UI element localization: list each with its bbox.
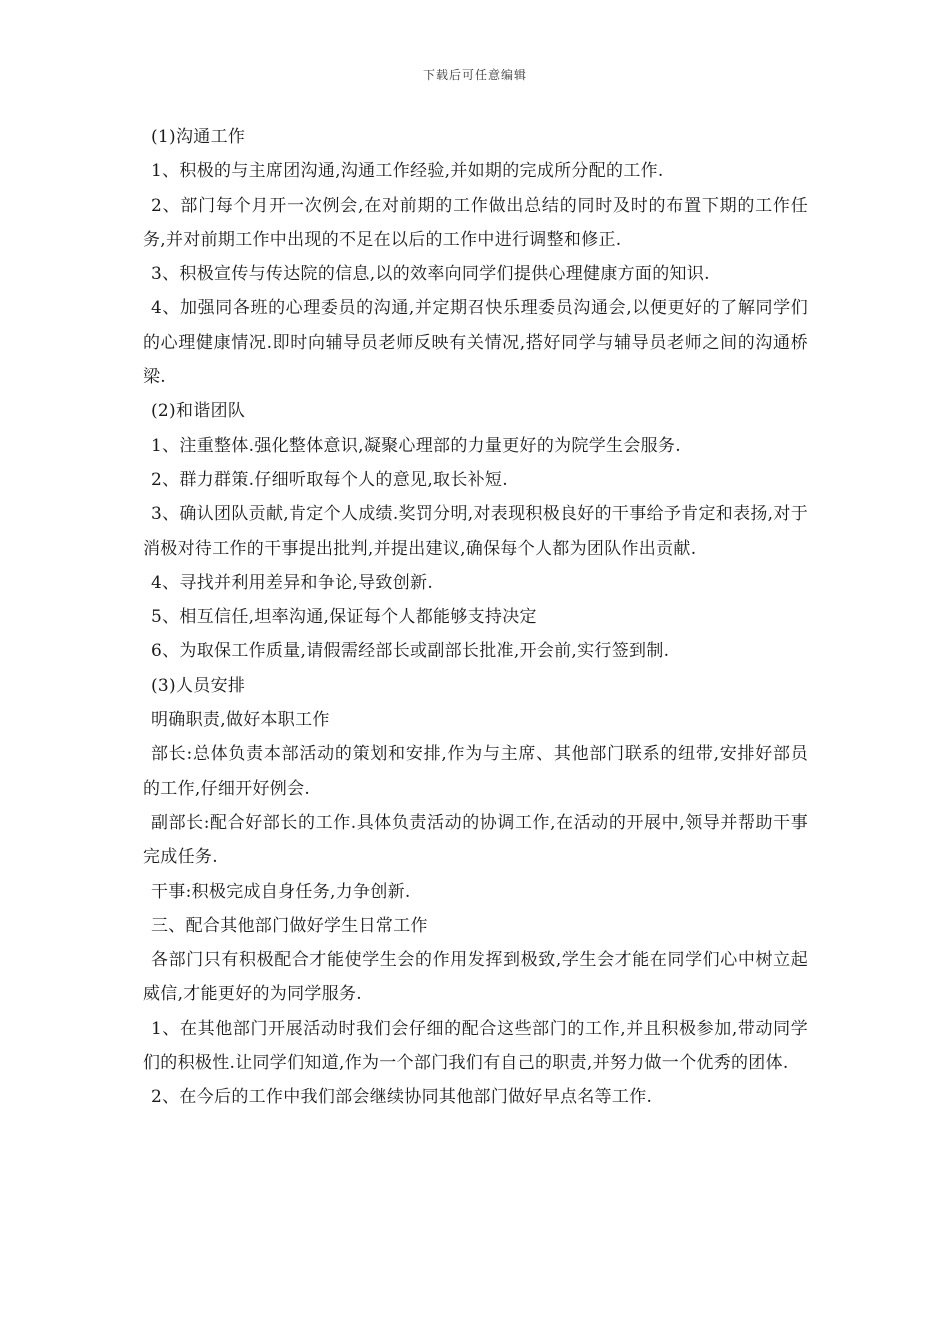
paragraph: 4、加强同各班的心理委员的沟通,并定期召快乐理委员沟通会,以便更好的了解同学们的心理健康情况.即时向辅导员老师反映有关情况,搭好同学与辅导员老师之间的沟通桥梁. xyxy=(143,298,808,388)
paragraph: 5、相互信任,坦率沟通,保证每个人都能够支持决定 xyxy=(151,607,537,628)
paragraph: 干事:积极完成自身任务,力争创新. xyxy=(151,881,411,902)
paragraph: 1、积极的与主席团沟通,沟通工作经验,并如期的完成所分配的工作. xyxy=(151,161,664,182)
page-header: 下载后可任意编辑 xyxy=(422,68,527,82)
paragraph: 1、在其他部门开展活动时我们会仔细的配合这些部门的工作,并且积极参加,带动同学们的积极性.让同学们知道,作为一个部门我们有自己的职责,并努力做一个优秀的团体. xyxy=(143,1018,808,1074)
section-heading: (1)沟通工作 xyxy=(151,127,246,147)
paragraph: 明确职责,做好本职工作 xyxy=(151,710,330,731)
paragraph: 各部门只有积极配合才能使学生会的作用发挥到极致,学生会才能在同学们心中树立起威信,才能更好的为同学服务. xyxy=(143,950,808,1005)
paragraph: 1、注重整体.强化整体意识,凝聚心理部的力量更好的为院学生会服务. xyxy=(151,435,681,456)
document-body xyxy=(143,120,808,1115)
paragraph: 副部长:配合好部长的工作.具体负责活动的协调工作,在活动的开展中,领导并帮助干事完成任务. xyxy=(143,812,808,868)
section-heading: (3)人员安排 xyxy=(151,675,246,696)
paragraph: 6、为取保工作质量,请假需经部长或副部长批准,开会前,实行签到制. xyxy=(151,641,670,662)
paragraph: 3、积极宣传与传达院的信息,以的效率向同学们提供心理健康方面的知识. xyxy=(151,264,710,285)
paragraph: 2、在今后的工作中我们部会继续协同其他部门做好早点名等工作. xyxy=(151,1087,653,1108)
section-heading: 三、配合其他部门做好学生日常工作 xyxy=(151,915,428,936)
paragraph: 3、确认团队贡献,肯定个人成绩.奖罚分明,对表现积极良好的干事给予肯定和表扬,对于消极对待工作的干事提出批判,并提出建议,确保每个人都为团队作出贡献. xyxy=(143,504,808,559)
paragraph: 2、群力群策.仔细听取每个人的意见,取长补短. xyxy=(151,469,508,490)
section-heading: (2)和谐团队 xyxy=(151,401,246,422)
paragraph: 4、寻找并利用差异和争论,导致创新. xyxy=(151,572,434,593)
paragraph: 部长:总体负责本部活动的策划和安排,作为与主席、其他部门联系的纽带,安排好部员的工作,仔细开好例会. xyxy=(143,744,808,799)
paragraph: 2、部门每个月开一次例会,在对前期的工作做出总结的同时及时的布置下期的工作任务,并对前期工作中出现的不足在以后的工作中进行调整和修正. xyxy=(143,195,808,250)
